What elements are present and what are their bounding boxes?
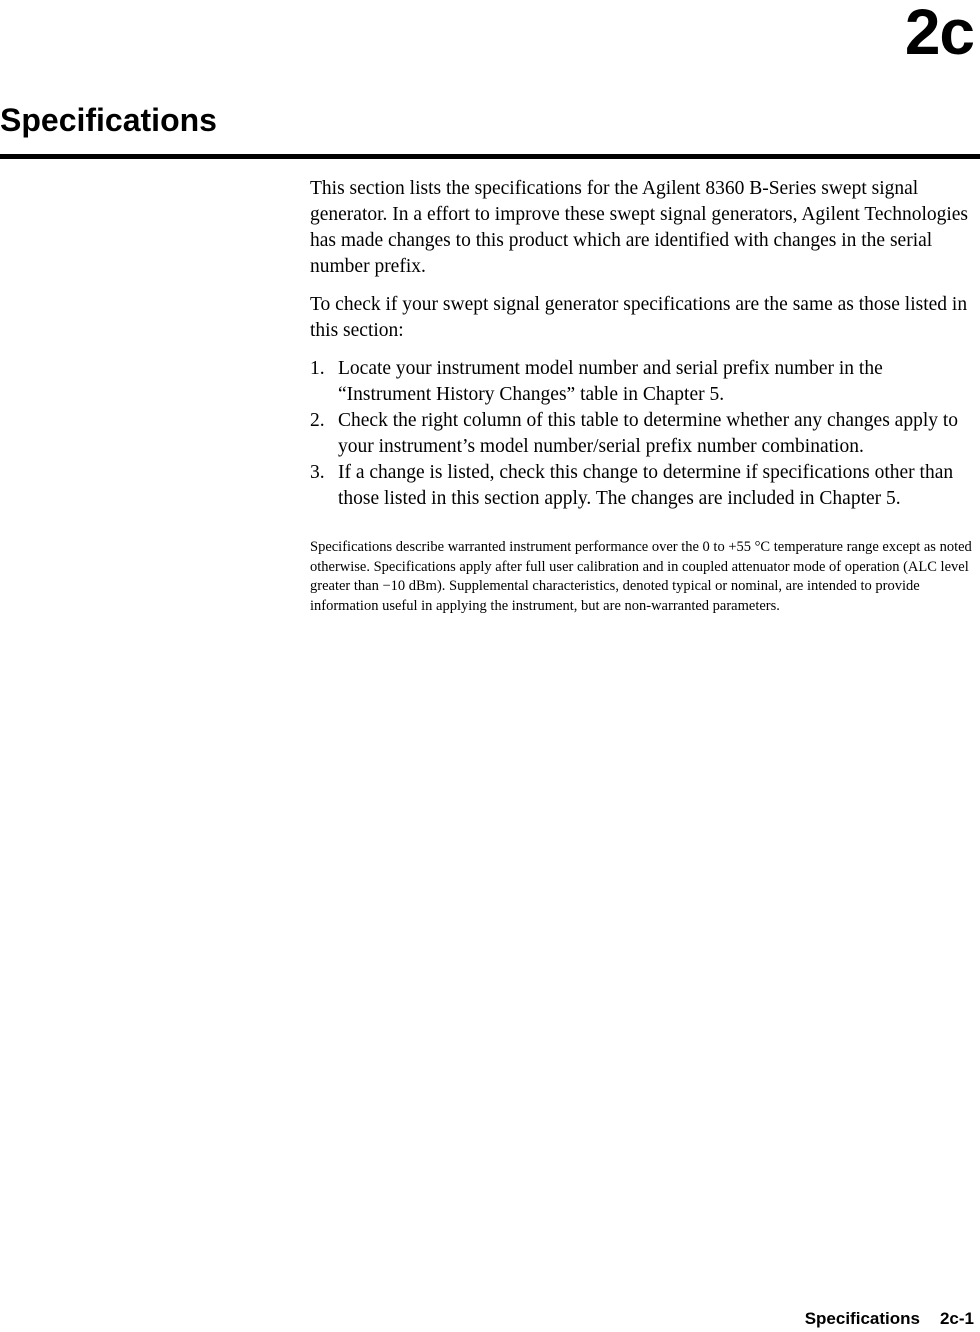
step-number: 1. — [310, 358, 325, 379]
footer-page-number: 2c-1 — [939, 1309, 974, 1328]
step-text: Check the right column of this table to determine whether any changes apply to your instrument’s model number/serial prefix number combination. — [338, 410, 959, 457]
list-item — [310, 356, 974, 408]
title-rule — [0, 154, 980, 159]
step-text: If a change is listed, check this change to determine if specifications other than those listed in this section apply. The changes are included in Chapter 5. — [338, 462, 954, 509]
check-paragraph: To check if your swept signal generator specifications are the same as those listed in this section: — [310, 294, 968, 341]
body-text — [310, 176, 974, 628]
specifications-note: Specifications describe warranted instrument performance over the 0 to +55 °C temperature range except as noted otherwise. Specifications apply after full user calibration and in coupled attenuator mode of operation (ALC level greater than −10 dBm). Supplemental characteristics, denoted typical or nominal, are intended to provide information useful in applying the instrument, but are non-warranted parameters. — [310, 539, 972, 614]
step-text: Locate your instrument model number and serial prefix number in the “Instrument History Changes” table in Chapter 5. — [338, 358, 883, 405]
footer-section-label: Specifications — [804, 1309, 920, 1328]
step-number: 3. — [310, 462, 325, 483]
intro-paragraph: This section lists the specifications for the Agilent 8360 B-Series swept signal generator. In a effort to improve these swept signal generators, Agilent Technologies has made changes to this product which are identified with changes in the serial number prefix. — [310, 178, 969, 277]
page-footer — [805, 1308, 974, 1330]
chapter-number: 2c — [904, 0, 974, 68]
list-item — [310, 460, 974, 512]
section-title: Specifications — [0, 102, 217, 138]
list-item — [310, 408, 974, 460]
steps-list — [310, 356, 974, 512]
step-number: 2. — [310, 410, 325, 431]
